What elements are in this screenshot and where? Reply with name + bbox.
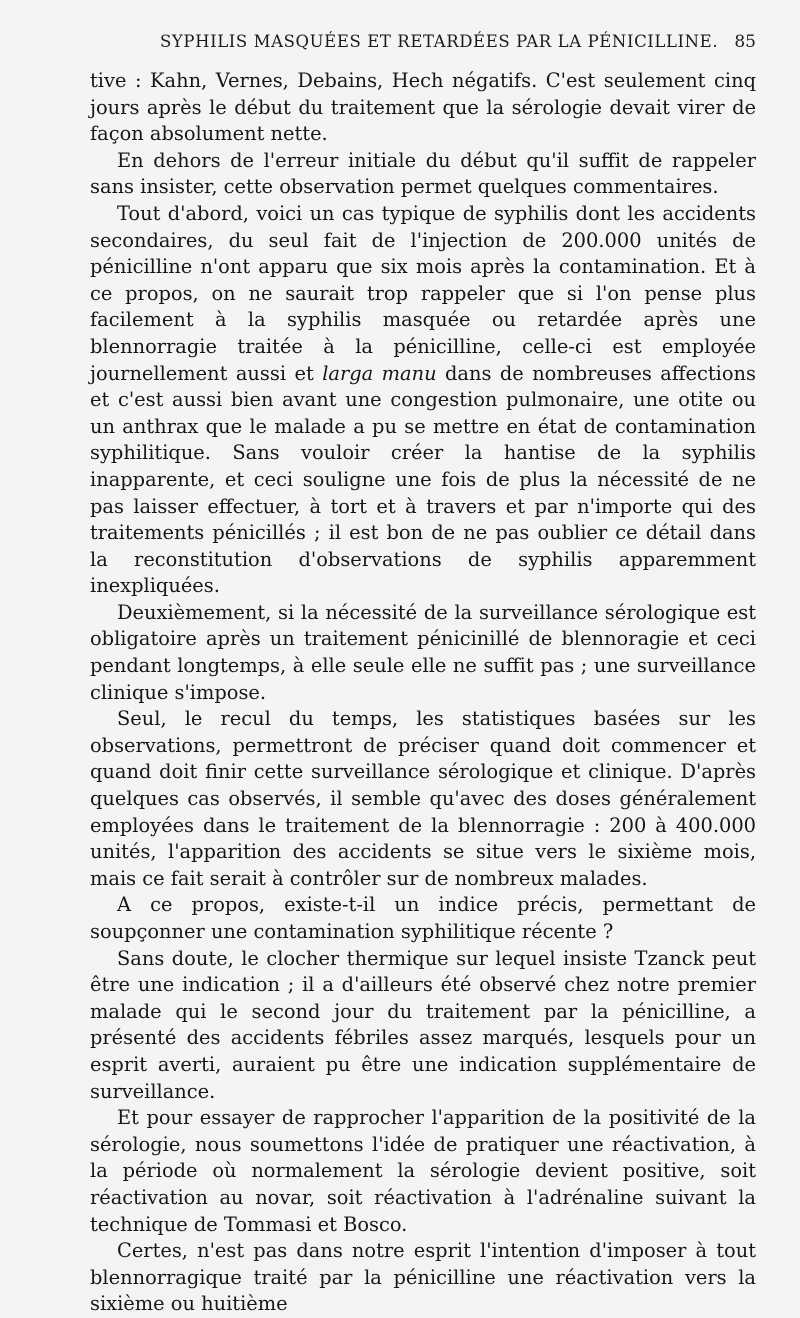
running-header xyxy=(92,32,756,58)
body-text xyxy=(90,68,756,1318)
paragraph: En dehors de l'erreur initiale du début qu'il suffit de rappeler sans insister, cette observation permet quelques commentaires. xyxy=(90,148,756,199)
paragraph: Deuxièmement, si la nécessité de la surveillance sérologique est obligatoire après un traitement pénicinillé de blennoragie et ceci pendant longtemps, à elle seule elle ne suffit pas ; une surveillance clinique s'impose. xyxy=(90,600,756,704)
paragraph: Sans doute, le clocher thermique sur lequel insiste Tzanck peut être une indication ; il a d'ailleurs été observé chez notre premier malade qui le second jour du traitement par la pénicilline, a présenté des accidents fébriles assez marqués, lesquels pour un esprit averti, auraient pu être une indication supplémentaire de surveillance. xyxy=(90,946,756,1103)
running-title: SYPHILIS MASQUÉES ET RETARDÉES PAR LA PÉNICILLINE. xyxy=(160,32,719,51)
page-number: 85 xyxy=(734,32,756,52)
paragraph-continuation: tive : Kahn, Vernes, Debains, Hech négatifs. C'est seulement cinq jours après le début du traitement que la sérologie devait virer de façon absolument nette. xyxy=(90,69,756,146)
italic-phrase: larga manu xyxy=(322,361,437,385)
paragraph-continues: Certes, n'est pas dans notre esprit l'intention d'imposer à tout blennorragique traité par la pénicilline une réactivation vers la sixième ou huitième xyxy=(90,1239,756,1316)
paragraph: Seul, le recul du temps, les statistiques basées sur les observations, permettront de préciser quand doit commencer et quand doit finir cette surveillance sérologique et clinique. D'après quelques cas observés, il semble qu'avec des doses généralement employées dans le traitement de la blennorragie : 200 à 400.000 unités, l'apparition des accidents se situe vers le sixième mois, mais ce fait serait à contrôler sur de nombreux malades. xyxy=(90,707,756,890)
paragraph-text: dans de nombreuses affections et c'est aussi bien avant une congestion pulmonaire, une otite ou un anthrax que le malade a pu se mettre en état de contamination syphilitique. Sans vouloir créer la hantise de la syphilis inapparente, et ceci souligne une fois de plus la nécessité de ne pas laisser effectuer, à tort et à travers et par n'importe qui des traitements pénicillés ; il est bon de ne pas oublier ce détail dans la reconstitution d'observations de syphilis apparemment inexpliquées. xyxy=(90,361,756,598)
paragraph: Et pour essayer de rapprocher l'apparition de la positivité de la sérologie, nous soumettons l'idée de pratiquer une réactivation, à la période où normalement la sérologie devient positive, soit réactivation au novar, soit réactivation à l'adrénaline suivant la technique de Tommasi et Bosco. xyxy=(90,1106,756,1236)
paragraph xyxy=(90,201,756,600)
paragraph: A ce propos, existe-t-il un indice précis, permettant de soupçonner une contamination syphilitique récente ? xyxy=(90,893,756,943)
paragraph-text: Tout d'abord, voici un cas typique de syphilis dont les accidents secondaires, du seul fait de l'injection de 200.000 unités de pénicilline n'ont apparu que six mois après la contamination. Et à ce propos, on ne saurait trop rappeler que si l'on pense plus facilement à la syphilis masquée ou retardée après une blennorragie traitée à la pénicilline, celle-ci est employée journellement aussi et xyxy=(90,201,756,385)
